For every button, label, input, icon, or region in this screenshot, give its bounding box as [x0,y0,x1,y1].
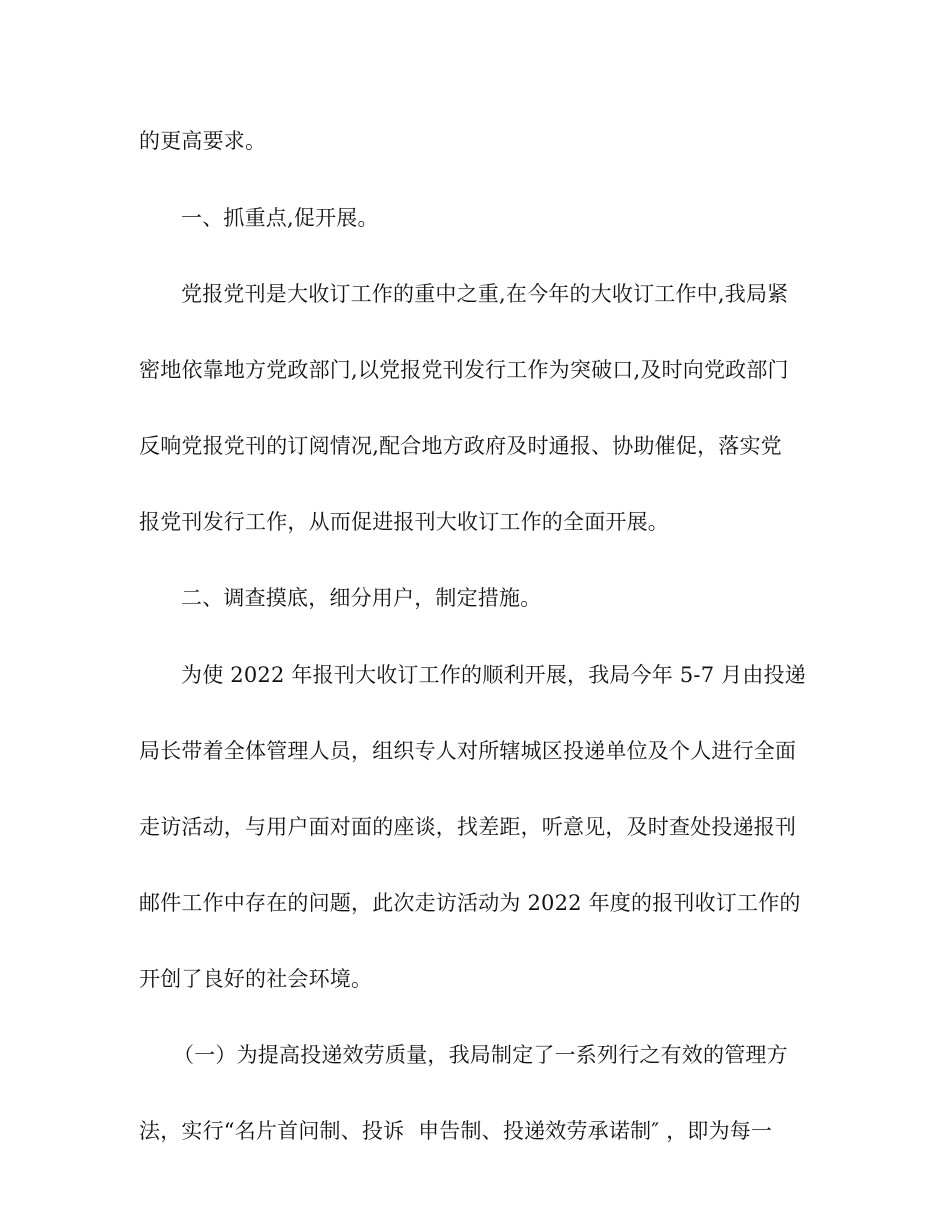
paragraph-line: 反响党报党刊的订阅情况,配合地方政府及时通报、协助催促，落实党 [139,434,782,458]
paragraph-line: 密地依靠地方党政部门,以党报党刊发行工作为突破口,及时向党政部门 [139,358,789,382]
text-line: 的更高要求。 [139,129,267,153]
paragraph-line: 为使 2022 年报刊大收订工作的顺利开展，我局今年 5-7 月由投递 [181,663,806,687]
paragraph-line: 报党刊发行工作，从而促进报刊大收订工作的全面开展。 [139,510,669,534]
section-heading-2: 二、调查摸底，细分用户，制定措施。 [181,586,542,610]
paragraph-line: 走访活动，与用户面对面的座谈，找差距，听意见，及时查处投递报刊 [139,815,797,839]
paragraph-line: 开创了良好的社会环境。 [139,967,373,991]
paragraph-line: 党报党刊是大收订工作的重中之重,在今年的大收订工作中,我局紧 [181,282,789,306]
paragraph-line: （一）为提高投递效劳质量，我局制定了一系列行之有效的管理方 [173,1043,788,1067]
paragraph-line: 局长带着全体管理人员，组织专人对所辖城区投递单位及个人进行全面 [139,739,797,763]
section-heading-1: 一、抓重点,促开展。 [181,206,379,230]
paragraph-line: 法，实行“名片首问制、投诉 申告制、投递效劳承诺制″ ，即为每一 [139,1119,773,1143]
paragraph-line: 邮件工作中存在的问题，此次走访活动为 2022 年度的报刊收订工作的 [139,891,801,915]
